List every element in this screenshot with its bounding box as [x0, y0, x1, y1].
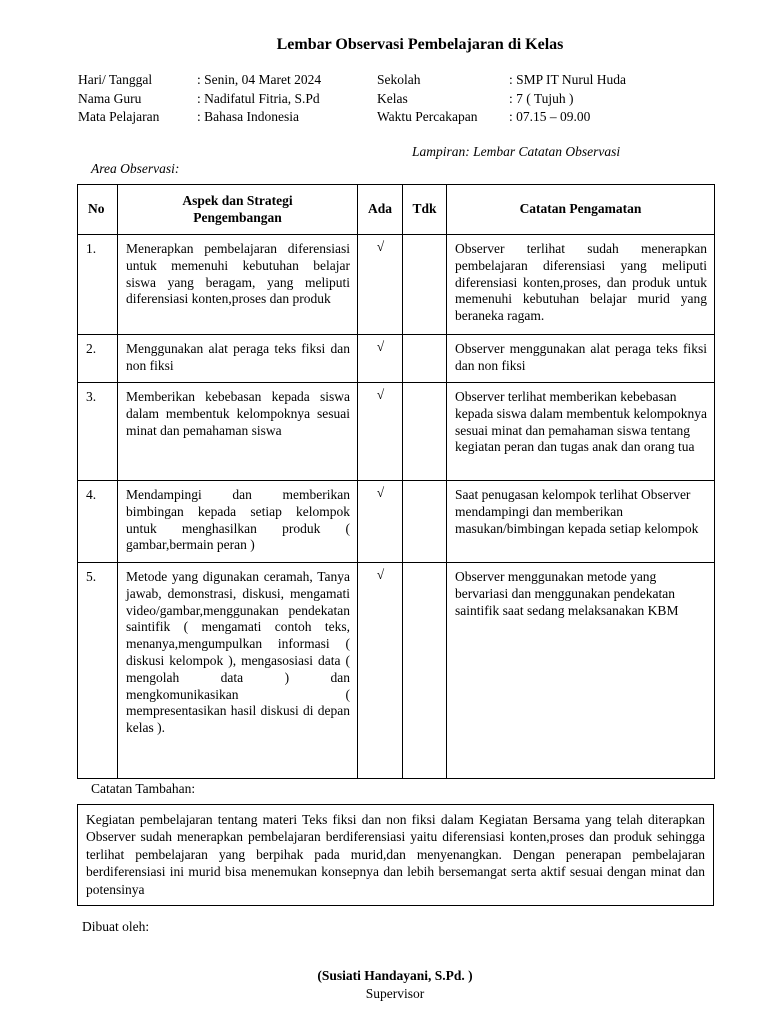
attachment-label: Lampiran: Lembar Catatan Observasi [412, 144, 621, 159]
row-ada-check: √ [358, 335, 403, 383]
made-by-label: Dibuat oleh: [82, 919, 150, 934]
info-value-class: : 7 ( Tujuh ) [509, 90, 574, 106]
header-tdk: Tdk [403, 185, 447, 235]
info-value-time: : 07.15 – 09.00 [509, 109, 591, 124]
table-row [78, 563, 715, 779]
info-label-time: Waktu Percakapan [377, 109, 478, 124]
info-value-teacher: : Nadifatul Fitria, S.Pd [197, 90, 320, 106]
info-value-date: : Senin, 04 Maret 2024 [197, 72, 322, 87]
observation-table [77, 184, 715, 779]
row-number: 1. [78, 235, 118, 335]
row-notes: Observer menggunakan metode yang bervariasi dan menggunakan pendekatan saintifik saat sedang melaksanakan KBM [447, 563, 715, 779]
additional-notes-label: Catatan Tambahan: [91, 781, 196, 796]
info-right-labels [377, 71, 478, 127]
table-header-row [78, 185, 715, 235]
row-tdk [403, 481, 447, 563]
row-tdk [403, 335, 447, 383]
table-row [78, 335, 715, 383]
table-row [78, 235, 715, 335]
info-label-date: Hari/ Tanggal [78, 72, 153, 87]
info-value-school: : SMP IT Nurul Huda [509, 72, 627, 87]
row-ada-check: √ [358, 481, 403, 563]
page-title: Lembar Observasi Pembelajaran di Kelas [276, 36, 564, 53]
header-aspect: Aspek dan Strategi Pengembangan [118, 185, 358, 235]
row-tdk [403, 383, 447, 481]
row-aspect: Menggunakan alat peraga teks fiksi dan non fiksi [118, 335, 358, 383]
row-aspect: Mendampingi dan memberikan bimbingan kepada setiap kelompok untuk menghasilkan produk ( gambar,bermain peran ) [118, 481, 358, 563]
area-label: Area Observasi: [91, 161, 180, 176]
row-notes: Observer menggunakan alat peraga teks fiksi dan non fiksi [447, 335, 715, 383]
row-number: 4. [78, 481, 118, 563]
additional-notes-box: Kegiatan pembelajaran tentang materi Teks fiksi dan non fiksi dalam Kegiatan Bersama yang telah diterapkan Observer sudah menerapkan pembelajaran berdiferensiasi yaitu diferensiasi konten,proses dan produk sehingga terlihat pembelajaran yang berpihak pada murid,dan menyenangkan. Dengan penerapan pembelajaran berdiferensiasi ini murid bisa menemukan konsepnya dan lebih bersemangat serta aktif sesuai dengan minat dan potensinya [77, 804, 714, 906]
row-aspect: Metode yang digunakan ceramah, Tanya jawab, demonstrasi, diskusi, mengamati video/gambar,menggunakan pendekatan saintifik ( mengamati contoh teks, menanya,mengumpulkan informasi ( diskusi kelompok ), mengasosiasi data ( mengolah data ) dan mengkomunikasikan ( mempresentasikan hasil diskusi di depan kelas ). [118, 563, 358, 779]
row-ada-check: √ [358, 563, 403, 779]
signature-name: (Susiati Handayani, S.Pd. ) [317, 968, 473, 983]
info-left-values [197, 71, 321, 127]
info-left-labels [78, 71, 159, 127]
row-notes: Observer terlihat memberikan kebebasan kepada siswa dalam membentuk kelompoknya sesuai minat dan pemahaman siswa tentang kegiatan peran dan tugas anak dan orang tua [447, 383, 715, 481]
table-row [78, 383, 715, 481]
header-ada: Ada [358, 185, 403, 235]
info-label-school: Sekolah [377, 72, 421, 87]
row-number: 3. [78, 383, 118, 481]
row-aspect: Memberikan kebebasan kepada siswa dalam membentuk kelompoknya sesuai minat dan pemahaman siswa [118, 383, 358, 481]
row-ada-check: √ [358, 383, 403, 481]
row-notes: Observer terlihat sudah menerapkan pembelajaran diferensiasi yang meliputi diferensiasi konten,proses, dan produk untuk memenuhi kebutuhan belajar murid yang beraneka ragam. [447, 235, 715, 335]
row-number: 2. [78, 335, 118, 383]
info-label-subject: Mata Pelajaran [78, 109, 160, 124]
row-ada-check: √ [358, 235, 403, 335]
info-value-subject: : Bahasa Indonesia [197, 109, 299, 124]
row-aspect: Menerapkan pembelajaran diferensiasi untuk memenuhi kebutuhan belajar siswa yang beragam, yang meliputi diferensiasi konten,proses dan produk [118, 235, 358, 335]
signature-role: Supervisor [365, 986, 425, 1001]
row-tdk [403, 235, 447, 335]
row-number: 5. [78, 563, 118, 779]
header-no: No [78, 185, 118, 235]
info-label-class: Kelas [377, 90, 408, 106]
row-tdk [403, 563, 447, 779]
header-notes: Catatan Pengamatan [447, 185, 715, 235]
info-right-values [509, 71, 626, 127]
row-notes: Saat penugasan kelompok terlihat Observer mendampingi dan memberikan masukan/bimbingan kepada setiap kelompok [447, 481, 715, 563]
table-row [78, 481, 715, 563]
info-label-teacher: Nama Guru [78, 90, 142, 106]
